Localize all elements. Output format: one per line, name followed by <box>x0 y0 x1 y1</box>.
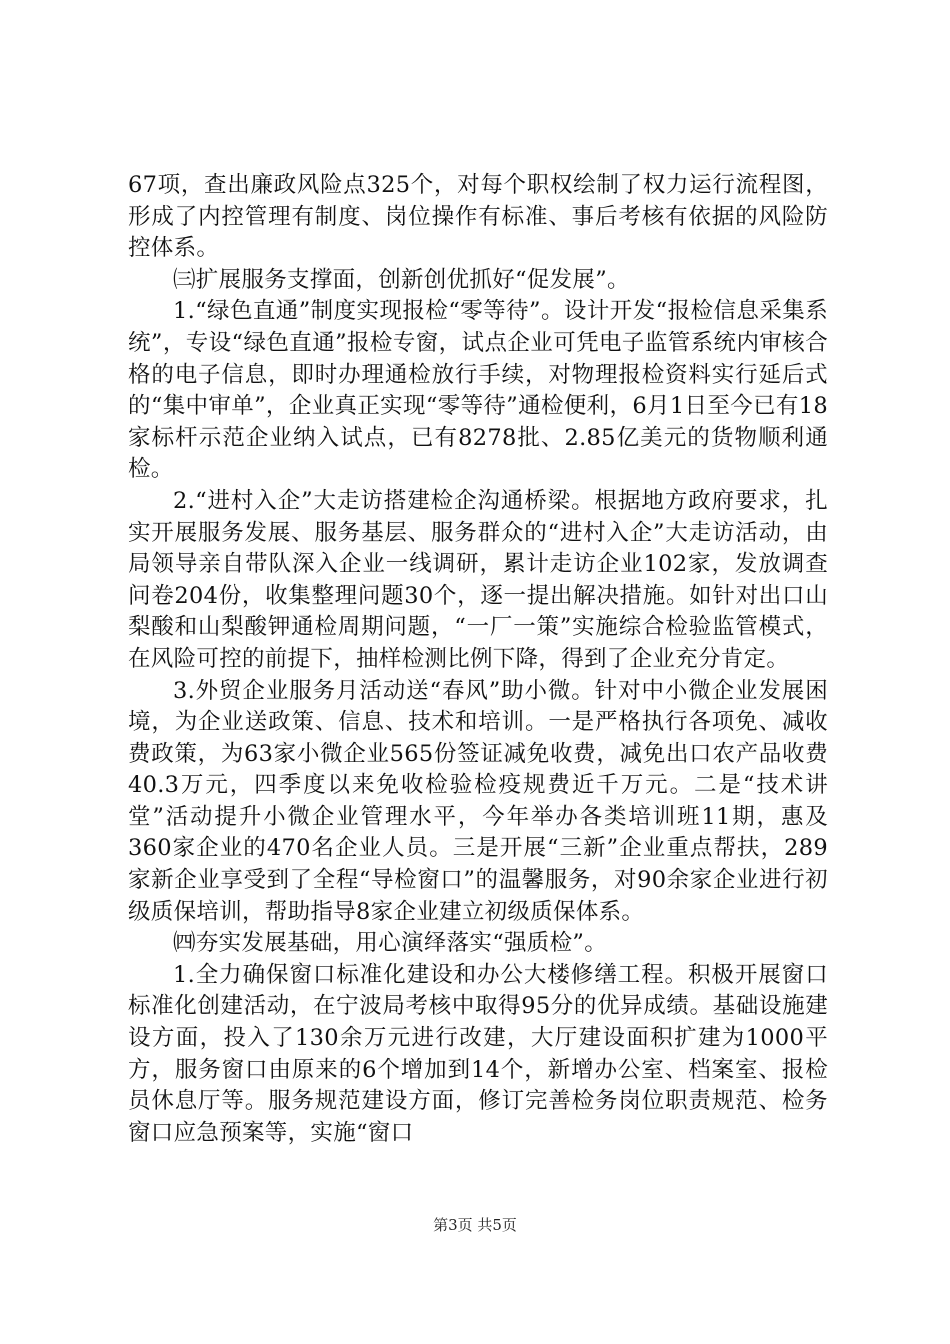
section-heading-3: ㈢扩展服务支撑面，创新创优抓好“促发展”。 <box>173 266 630 293</box>
page-footer <box>0 1214 950 1235</box>
body-paragraph-1: 67项，查出廉政风险点325个，对每个职权绘制了权力运行流程图，形成了内控管理有制度、岗位操作有标准、事后考核有依据的风险防控体系。 <box>128 172 828 262</box>
section-heading-4: ㈣夯实发展基础，用心演绎落实“强质检”。 <box>173 930 608 957</box>
body-paragraph-window-standardization: 1.全力确保窗口标准化建设和办公大楼修缮工程。积极开展窗口标准化创建活动，在宁波局考核中取得95分的优异成绩。基础设施建设方面，投入了130余万元进行改建，大厅建设面积扩建为1000平方，服务窗口由原来的6个增加到14个，新增办公室、档案室、报检员休息厅等。服务规范建设方面，修订完善检务岗位职责规范、检务窗口应急预案等，实施“窗口 <box>128 961 828 1146</box>
body-paragraph-green-channel: 1.“绿色直通”制度实现报检“零等待”。设计开发“报检信息采集系统”，专设“绿色直通”报检专窗，试点企业可凭电子监管系统内审核合格的电子信息，即时办理通检放行手续，对物理报检资料实行延后式的“集中审单”，企业真正实现“零等待”通检便利，6月1日至今已有18家标杆示范企业纳入试点，已有8278批、2.85亿美元的货物顺利通检。 <box>128 298 828 483</box>
body-paragraph-service-month: 3.外贸企业服务月活动送“春风”助小微。针对中小微企业发展困境，为企业送政策、信息、技术和培训。一是严格执行各项免、减收费政策，为63家小微企业565份签证减免收费，减免出口农产品收费40.3万元，四季度以来免收检验检疫规费近千万元。二是“技术讲堂”活动提升小微企业管理水平，今年举办各类培训班11期，惠及360家企业的470名企业人员。三是开展“三新”企业重点帮扶，289家新企业享受到了全程“导检窗口”的温馨服务，对90余家企业进行初级质保培训，帮助指导8家企业建立初级质保体系。 <box>128 677 828 925</box>
body-paragraph-village-visits: 2.“进村入企”大走访搭建检企沟通桥梁。根据地方政府要求，扎实开展服务发展、服务基层、服务群众的“进村入企”大走访活动，由局领导亲自带队深入企业一线调研，累计走访企业102家，发放调查问卷204份，收集整理问题30个，逐一提出解决措施。如针对出口山梨酸和山梨酸钾通检周期问题，“一厂一策”实施综合检验监管模式，在风险可控的前提下，抽样检测比例下降，得到了企业充分肯定。 <box>128 487 828 672</box>
document-body <box>128 170 828 1149</box>
page-number: 第3页 共5页 <box>433 1216 517 1234</box>
